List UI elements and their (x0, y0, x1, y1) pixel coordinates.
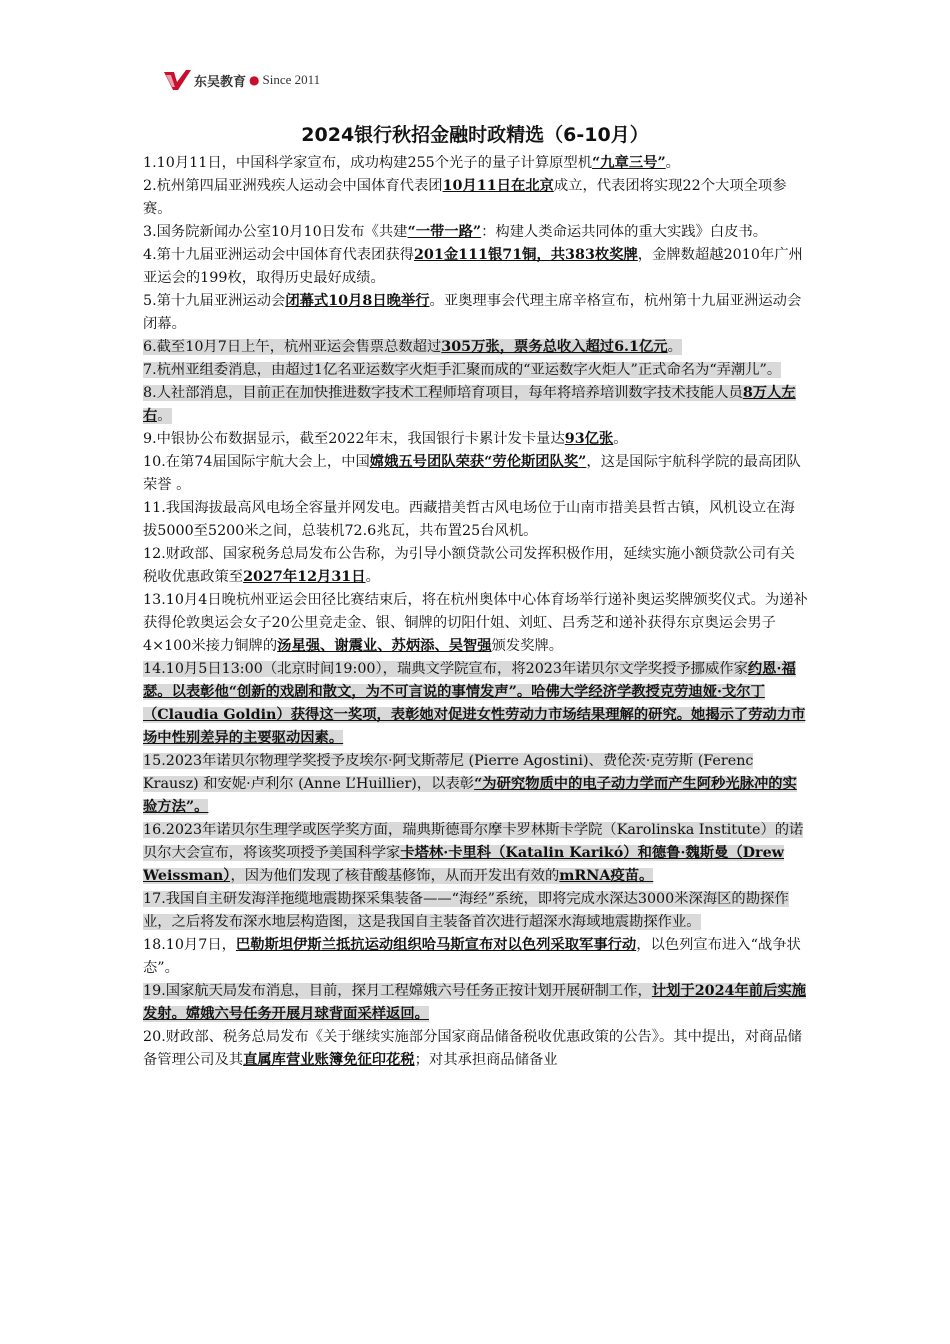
news-item-key-fact: “一带一路” (407, 224, 482, 240)
news-item-text: 11.我国海拔最高风电场全容量并网发电。西藏措美哲古风电场位于山南市措美县哲古镇，风机设立在海拔5000至5200米之间，总装机72.6兆瓦，共布置25台风机。 (143, 500, 795, 539)
news-item (143, 543, 808, 589)
news-item-key-fact: 闭幕式10月8日晚举行 (285, 293, 430, 309)
news-item-key-fact: 2027年12月31日 (243, 569, 366, 585)
news-item-key-fact: 汤星强、谢震业、苏炳添、吴智强 (277, 638, 492, 654)
news-item-text: 8.人社部消息，目前正在加快推进数字技术工程师培育项目，每年将培养培训数字技术技能人员 (143, 385, 743, 401)
logo (162, 68, 320, 92)
news-item-text: 1.10月11日，中国科学家宣布，成功构建255个光子的量子计算原型机 (143, 155, 593, 171)
news-item-text: ，金牌数超越2010年广州亚运会的199枚，取得历史最好成绩。 (143, 247, 803, 286)
news-item-text: 。 (665, 155, 680, 171)
news-list (143, 152, 808, 1072)
news-item-text: ，因为他们发现了核苷酸基修饰，从而开发出有效的 (230, 868, 560, 884)
news-item (143, 382, 808, 428)
news-item-key-fact: 直属库营业账簿免征印花税 (243, 1052, 415, 1068)
news-item (143, 980, 808, 1026)
news-item (143, 244, 808, 290)
news-item-text: 。 (365, 569, 380, 585)
news-item-text: 2.杭州第四届亚洲残疾人运动会中国体育代表团 (143, 178, 443, 194)
news-item (143, 750, 808, 819)
news-item-text: 13.10月4日晚杭州亚运会田径比赛结束后，将在杭州奥体中心体育场举行递补奥运奖牌颁奖仪式。为递补获得伦敦奥运会女子20公里竞走金、银、铜牌的切阳什姐、刘虹、吕秀芝和递补获得东京奥运会男子4×100米接力铜牌的 (143, 592, 808, 654)
news-item-text: 。 (613, 431, 628, 447)
news-item-text: 17.我国自主研发海洋拖缆地震勘探采集装备——“海经”系统，即将完成水深达3000米深海区的勘探作业，之后将发布深水地层构造图，这是我国自主装备首次进行超深水海域地震勘探作业。 (143, 891, 789, 930)
news-item-key-fact: 计划于2024年前后实施发射。嫦娥六号任务开展月球背面采样返回。 (143, 983, 806, 1022)
news-item-key-fact: “九章三号” (592, 155, 666, 171)
news-item (143, 175, 808, 221)
news-item (143, 589, 808, 658)
logo-brand-text: 东吴教育 (194, 74, 247, 90)
news-item-text: 19.国家航天局发布消息，目前，探月工程嫦娥六号任务正按计划开展研制工作， (143, 983, 652, 999)
news-item-text: 。 (667, 339, 682, 355)
news-item (143, 290, 808, 336)
news-item-key-fact: 8万人左右 (143, 385, 796, 424)
logo-since-text: Since 2011 (262, 72, 321, 87)
news-item (143, 428, 808, 451)
news-item (143, 451, 808, 497)
news-item-text: 。亚奥理事会代理主席辛格宣布，杭州第十九届亚洲运动会闭幕。 (143, 293, 802, 332)
news-item-key-fact: 约恩·福瑟。以表彰他“创新的戏剧和散文，为不可言说的事情发声”。哈佛大学经济学教授克劳迪娅·戈尔丁（Claudia Goldin）获得这一奖项，表彰她对促进女性劳动力市场结果理解的研究。她揭示了劳动力市场中性别差异的主要驱动因素。 (143, 661, 806, 746)
news-item-text: 10.在第74届国际宇航大会上，中国 (143, 454, 370, 470)
news-item (143, 888, 808, 934)
news-item-text: 5.第十九届亚洲运动会 (143, 293, 286, 309)
news-item-text: 15.2023年诺贝尔物理学奖授予皮埃尔·阿戈斯蒂尼 (Pierre Agostini)、费伦茨·克劳斯 (Ferenc Krausz) 和安妮·卢利尔 (Anne L’Huillier)，以表彰 (143, 753, 754, 792)
document-title: 2024银行秋招金融时政精选（6-10月） (301, 124, 649, 146)
news-item-text: 12.财政部、国家税务总局发布公告称，为引导小额贷款公司发挥积极作用，延续实施小额贷款公司有关税收优惠政策至 (143, 546, 795, 585)
news-item-text: 6.截至10月7日上午，杭州亚运会售票总数超过 (143, 339, 442, 355)
news-item-text: 18.10月7日， (143, 937, 236, 953)
logo-dot-icon: ● (249, 73, 260, 87)
news-item-text: 7.杭州亚组委消息，由超过1亿名亚运数字火炬手汇聚而成的“亚运数字火炬人”正式命名为“弄潮儿”。 (143, 362, 782, 378)
news-item-key-fact: “为研究物质中的电子动力学而产生阿秒光脉冲的实验方法”。 (143, 776, 797, 815)
news-item-key-fact: mRNA疫苗。 (559, 868, 654, 884)
news-item-text: 14.10月5日13:00（北京时间19:00），瑞典文学院宣布，将2023年诺贝尔文学奖授予挪威作家 (143, 661, 748, 677)
news-item-text: ：构建人类命运共同体的重大实践》白皮书。 (481, 224, 768, 240)
news-item (143, 819, 808, 888)
news-item (143, 658, 808, 750)
news-item-key-fact: 305万张，票务总收入超过6.1亿元 (441, 339, 668, 355)
news-item (143, 359, 808, 382)
news-item-key-fact: 10月11日在北京 (442, 178, 554, 194)
news-item-text: 。 (157, 408, 172, 424)
news-item-text: 成立，代表团将实现22个大项全项参赛。 (143, 178, 787, 217)
news-item-text: 颁发奖牌。 (491, 638, 564, 654)
news-item (143, 934, 808, 980)
news-item-text: 4.第十九届亚洲运动会中国体育代表团获得 (143, 247, 414, 263)
news-item (143, 497, 808, 543)
news-item (143, 152, 808, 175)
news-item-key-fact: 卡塔林·卡里科（Katalin Karikó）和德鲁·魏斯曼（Drew Weissman） (143, 845, 784, 884)
news-item-text: 16.2023年诺贝尔生理学或医学奖方面，瑞典斯德哥尔摩卡罗林斯卡学院（Karolinska Institute）的诺贝尔大会宣布，将该奖项授予美国科学家 (143, 822, 804, 861)
news-item-key-fact: 93亿张 (564, 431, 614, 447)
news-item-text: ；对其承担商品储备业 (414, 1052, 558, 1068)
news-item (143, 1026, 808, 1072)
news-item-key-fact: 巴勒斯坦伊斯兰抵抗运动组织哈马斯宣布对以色列采取军事行动 (235, 937, 637, 953)
news-item-text: 20.财政部、税务总局发布《关于继续实施部分国家商品储备税收优惠政策的公告》。其中提出，对商品储备管理公司及其 (143, 1029, 802, 1068)
news-item-text: ，以色列宣布进入“战争状态”。 (143, 937, 801, 976)
news-item-key-fact: 201金111银71铜，共383枚奖牌 (413, 247, 638, 263)
logo-mark-icon (162, 68, 192, 92)
news-item-text: ，这是国际宇航科学院的最高团队荣誉 。 (143, 454, 801, 493)
news-item-text: 9.中银协公布数据显示，截至2022年末，我国银行卡累计发卡量达 (143, 431, 565, 447)
news-item-key-fact: 嫦娥五号团队荣获“劳伦斯团队奖” (369, 454, 587, 470)
news-item-text: 3.国务院新闻办公室10月10日发布《共建 (143, 224, 408, 240)
news-item (143, 221, 808, 244)
news-item (143, 336, 808, 359)
